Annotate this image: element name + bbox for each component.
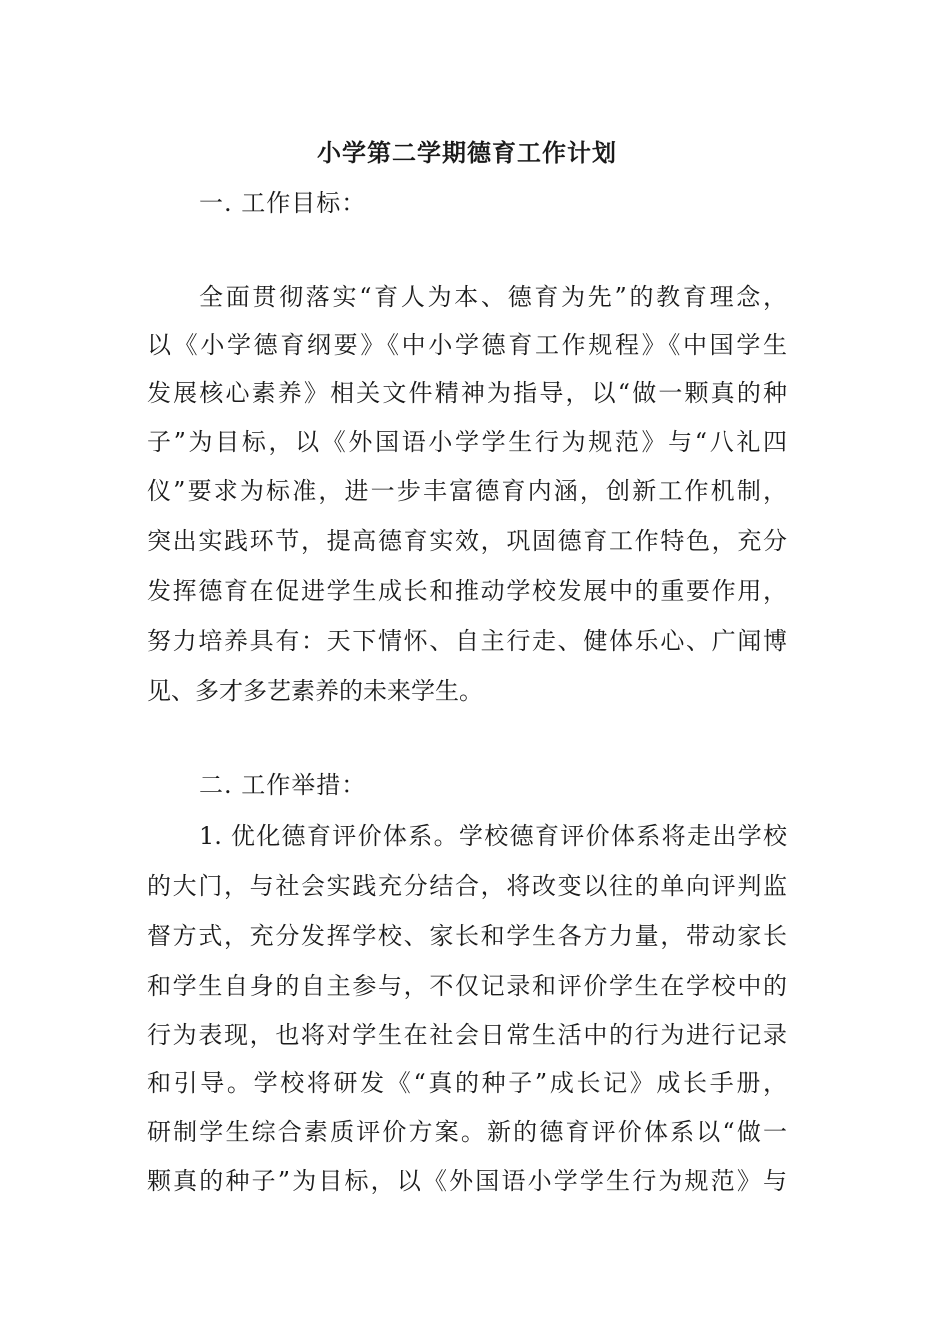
paragraph-line: 研制学生综合素质评价方案。新的德育评价体系以“做一 bbox=[147, 1118, 787, 1146]
paragraph-line: 行为表现，也将对学生在社会日常生活中的行为进行记录 bbox=[147, 1021, 787, 1049]
paragraph-line: 颗真的种子”为目标，以《外国语小学学生行为规范》与 bbox=[147, 1167, 787, 1195]
section-heading-measures: 二. 工作举措： bbox=[199, 771, 367, 799]
paragraph-line: 和引导。学校将研发《“真的种子”成长记》成长手册， bbox=[147, 1069, 787, 1097]
paragraph-line: 的大门，与社会实践充分结合，将改变以往的单向评判监 bbox=[147, 872, 787, 900]
paragraph-line: 1. 优化德育评价体系。学校德育评价体系将走出学校 bbox=[199, 822, 787, 850]
document-title: 小学第二学期德育工作计划 bbox=[317, 138, 617, 167]
paragraph-line: 和学生自身的自主参与，不仅记录和评价学生在学校中的 bbox=[147, 972, 787, 1000]
paragraph-line: 督方式，充分发挥学校、家长和学生各方力量，带动家长 bbox=[147, 922, 787, 950]
paragraph-line: 见、多才多艺素养的未来学生。 bbox=[147, 677, 483, 705]
paragraph-line: 努力培养具有：天下情怀、自主行走、健体乐心、广闻博 bbox=[147, 627, 787, 655]
paragraph-line: 突出实践环节，提高德育实效，巩固德育工作特色，充分 bbox=[147, 527, 787, 555]
paragraph-line: 全面贯彻落实“育人为本、德育为先”的教育理念， bbox=[199, 283, 787, 311]
paragraph-line: 子”为目标，以《外国语小学学生行为规范》与“八礼四 bbox=[147, 428, 787, 456]
section-heading-goals: 一. 工作目标： bbox=[199, 189, 367, 217]
paragraph-line: 仪”要求为标准，进一步丰富德育内涵，创新工作机制， bbox=[147, 477, 787, 505]
paragraph-line: 发挥德育在促进学生成长和推动学校发展中的重要作用， bbox=[147, 577, 787, 605]
paragraph-line: 发展核心素养》相关文件精神为指导，以“做一颗真的种 bbox=[147, 379, 787, 407]
paragraph-line: 以《小学德育纲要》《中小学德育工作规程》《中国学生 bbox=[147, 331, 787, 359]
